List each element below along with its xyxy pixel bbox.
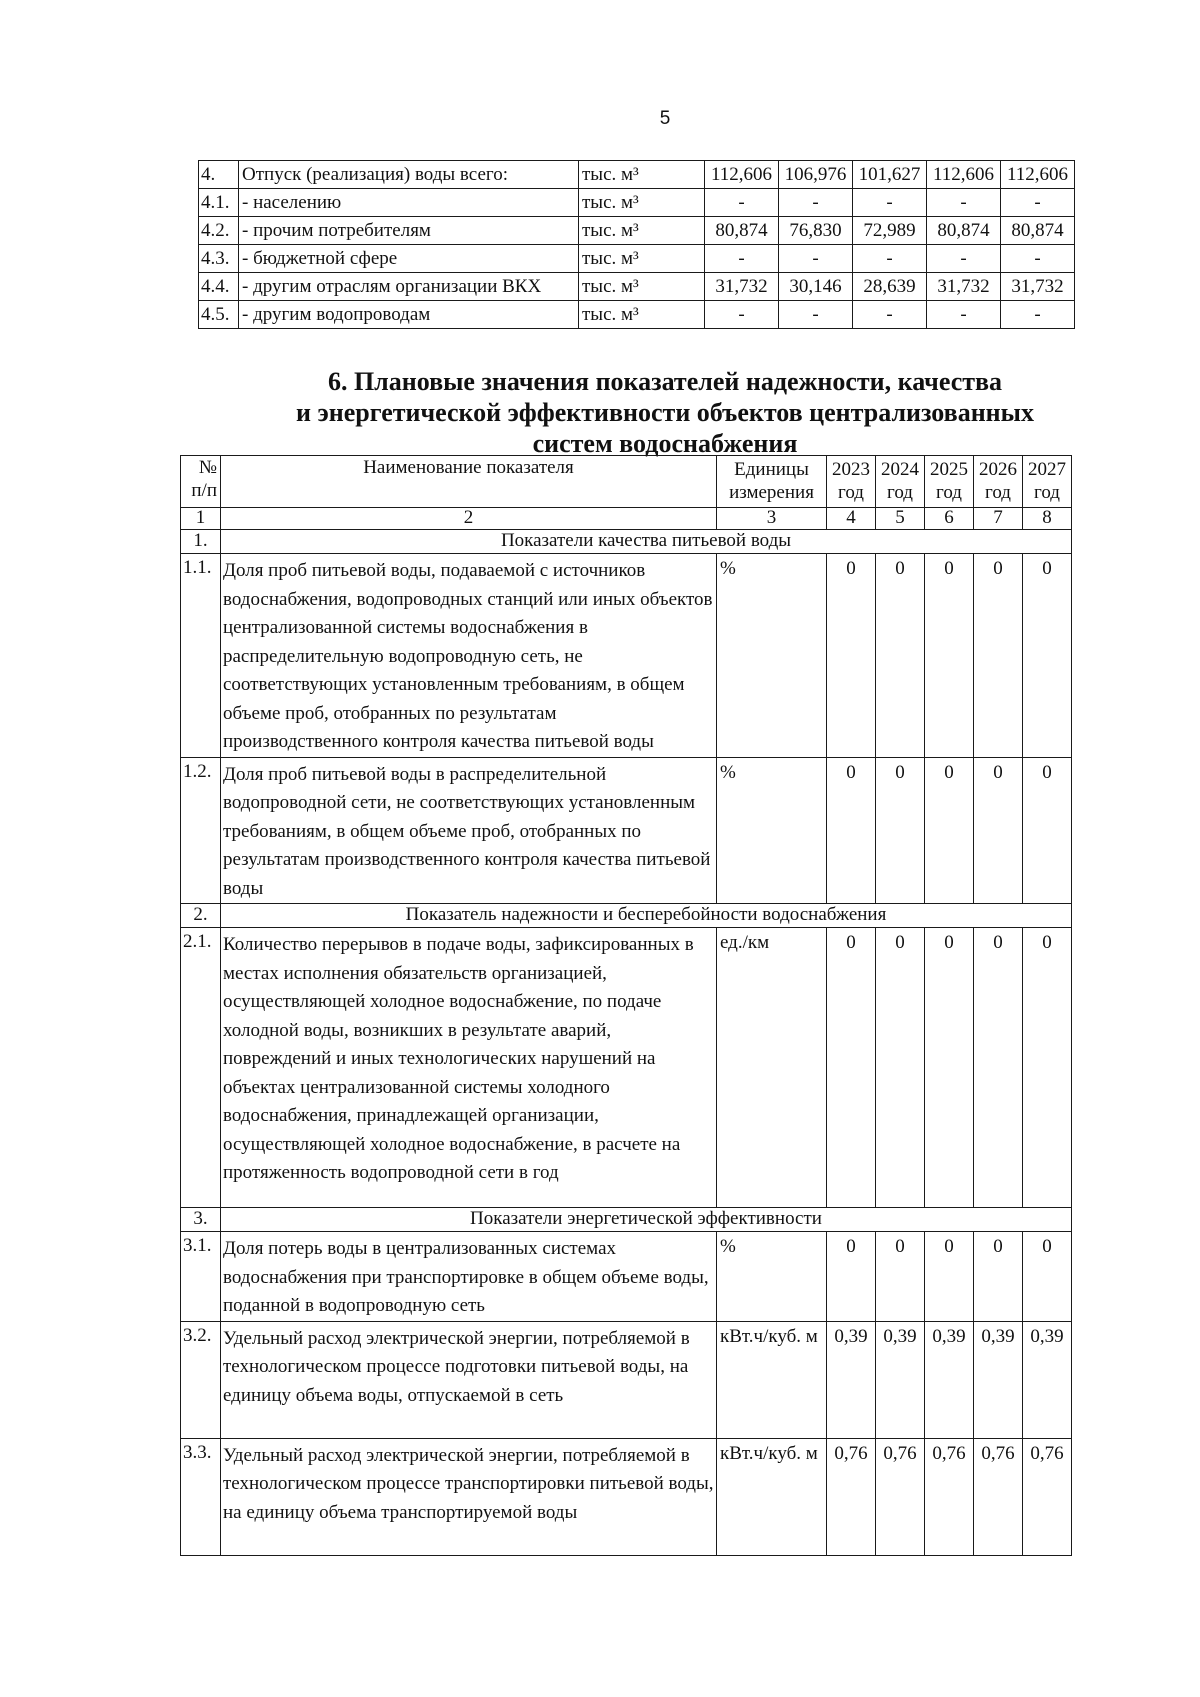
item-name: - населению xyxy=(239,189,579,217)
indicator-name: Количество перерывов в подаче воды, зафиксированных в местах исполнения обязательств организацией, осуществляющей холодное водоснабжение, по подаче холодной воды, возникших в результате аварий, повреждений и иных технологических нарушений на объектах централизованной системы холодного водоснабжения, принадлежащей организации, осуществляющей холодное водоснабжение, в расчете на протяженность водопроводной сети в год xyxy=(221,928,717,1208)
col-number: 2 xyxy=(221,508,717,530)
value-2027: - xyxy=(1001,301,1075,329)
value-2024: 0 xyxy=(876,757,925,904)
table-row xyxy=(199,273,1075,301)
header-year-2026: 2026 год xyxy=(974,456,1023,508)
value-2025: - xyxy=(853,189,927,217)
value-2026: - xyxy=(927,245,1001,273)
unit: тыс. м³ xyxy=(579,245,705,273)
header-unit: Единицы измерения xyxy=(717,456,827,508)
col-number: 3 xyxy=(717,508,827,530)
row-number: 4.2. xyxy=(199,217,239,245)
value-2026: 0,39 xyxy=(974,1321,1023,1438)
value-2023: 80,874 xyxy=(705,217,779,245)
value-2025: 0 xyxy=(925,928,974,1208)
value-2023: 31,732 xyxy=(705,273,779,301)
value-2026: 0 xyxy=(974,928,1023,1208)
value-2027: 0 xyxy=(1023,1232,1072,1322)
table-header-row xyxy=(181,456,1072,508)
section-number: 2. xyxy=(181,904,221,928)
row-number: 4.1. xyxy=(199,189,239,217)
column-number-row xyxy=(181,508,1072,530)
table-row xyxy=(199,189,1075,217)
col-number: 8 xyxy=(1023,508,1072,530)
value-2023: 0,76 xyxy=(827,1438,876,1555)
col-number: 5 xyxy=(876,508,925,530)
unit: кВт.ч/куб. м xyxy=(717,1321,827,1438)
value-2025: 0,76 xyxy=(925,1438,974,1555)
value-2027: - xyxy=(1001,189,1075,217)
value-2026: 0 xyxy=(974,1232,1023,1322)
value-2026: 0 xyxy=(974,757,1023,904)
table-row xyxy=(181,554,1072,758)
value-2027: 112,606 xyxy=(1001,161,1075,189)
header-year-2024: 2024 год xyxy=(876,456,925,508)
value-2023: 0 xyxy=(827,928,876,1208)
section-number: 3. xyxy=(181,1208,221,1232)
value-2023: 0,39 xyxy=(827,1321,876,1438)
row-number: 4.4. xyxy=(199,273,239,301)
value-2026: - xyxy=(927,301,1001,329)
value-2023: 0 xyxy=(827,1232,876,1322)
value-2025: 0 xyxy=(925,554,974,758)
section-title: Показатель надежности и бесперебойности водоснабжения xyxy=(221,904,1072,928)
row-number: 3.1. xyxy=(181,1232,221,1322)
value-2027: 0,76 xyxy=(1023,1438,1072,1555)
item-name: Отпуск (реализация) воды всего: xyxy=(239,161,579,189)
indicator-name: Доля проб питьевой воды, подаваемой с источников водоснабжения, водопроводных станций или иных объектов централизованной системы водоснабжения в распределительную водопроводную сеть, не соответствующих установленным требованиям, в общем объеме проб, отобранных по результатам производственного контроля качества питьевой воды xyxy=(221,554,717,758)
value-2023: - xyxy=(705,301,779,329)
row-number: 4. xyxy=(199,161,239,189)
value-2027: 80,874 xyxy=(1001,217,1075,245)
table-row xyxy=(199,217,1075,245)
unit: % xyxy=(717,554,827,758)
table-row xyxy=(181,928,1072,1208)
water-supply-table xyxy=(198,160,1075,329)
indicator-name: Доля потерь воды в централизованных системах водоснабжения при транспортировке в общем объеме воды, поданной в водопроводную сеть xyxy=(221,1232,717,1322)
value-2023: 112,606 xyxy=(705,161,779,189)
row-number: 4.5. xyxy=(199,301,239,329)
value-2024: 0 xyxy=(876,1232,925,1322)
unit: тыс. м³ xyxy=(579,273,705,301)
value-2025: - xyxy=(853,245,927,273)
section-title-line1: 6. Плановые значения показателей надежности, качества xyxy=(327,367,1003,396)
table-row xyxy=(199,161,1075,189)
row-number: 3.3. xyxy=(181,1438,221,1555)
value-2026: 112,606 xyxy=(927,161,1001,189)
row-number: 2.1. xyxy=(181,928,221,1208)
section-title-line2: и энергетической эффективности объектов централизованных xyxy=(296,398,1034,427)
value-2026: 0,76 xyxy=(974,1438,1023,1555)
col-number: 1 xyxy=(181,508,221,530)
item-name: - другим отраслям организации ВКХ xyxy=(239,273,579,301)
value-2023: 0 xyxy=(827,757,876,904)
unit: кВт.ч/куб. м xyxy=(717,1438,827,1555)
row-number: 1.1. xyxy=(181,554,221,758)
unit: тыс. м³ xyxy=(579,189,705,217)
col-number: 7 xyxy=(974,508,1023,530)
unit: тыс. м³ xyxy=(579,161,705,189)
value-2024: 0 xyxy=(876,928,925,1208)
value-2024: 0,76 xyxy=(876,1438,925,1555)
table-row xyxy=(181,1438,1072,1555)
value-2025: 28,639 xyxy=(853,273,927,301)
value-2027: 0 xyxy=(1023,554,1072,758)
value-2026: 80,874 xyxy=(927,217,1001,245)
value-2025: 72,989 xyxy=(853,217,927,245)
value-2024: 76,830 xyxy=(779,217,853,245)
value-2024: 106,976 xyxy=(779,161,853,189)
value-2027: 0 xyxy=(1023,928,1072,1208)
value-2024: - xyxy=(779,245,853,273)
value-2024: 0 xyxy=(876,554,925,758)
value-2027: 31,732 xyxy=(1001,273,1075,301)
row-number: 4.3. xyxy=(199,245,239,273)
section-row xyxy=(181,530,1072,554)
section-title-line3: систем водоснабжения xyxy=(532,429,798,458)
indicator-name: Доля проб питьевой воды в распределительной водопроводной сети, не соответствующих установленным требованиям, в общем объеме проб, отобранных по результатам производственного контроля качества питьевой воды xyxy=(221,757,717,904)
value-2027: - xyxy=(1001,245,1075,273)
value-2026: 31,732 xyxy=(927,273,1001,301)
value-2023: 0 xyxy=(827,554,876,758)
value-2026: 0 xyxy=(974,554,1023,758)
value-2023: - xyxy=(705,245,779,273)
value-2025: 0 xyxy=(925,757,974,904)
indicator-name: Удельный расход электрической энергии, потребляемой в технологическом процессе подготовки питьевой воды, на единицу объема воды, отпускаемой в сеть xyxy=(221,1321,717,1438)
header-no: № п/п xyxy=(181,456,221,508)
header-year-2023: 2023 год xyxy=(827,456,876,508)
value-2025: 0,39 xyxy=(925,1321,974,1438)
unit: тыс. м³ xyxy=(579,217,705,245)
value-2024: - xyxy=(779,189,853,217)
unit: ед./км xyxy=(717,928,827,1208)
page-number: 5 xyxy=(659,108,671,129)
section-number: 1. xyxy=(181,530,221,554)
value-2024: - xyxy=(779,301,853,329)
table-row xyxy=(181,1232,1072,1322)
indicators-table xyxy=(180,455,1072,1556)
section-row xyxy=(181,904,1072,928)
col-number: 6 xyxy=(925,508,974,530)
header-name: Наименование показателя xyxy=(221,456,717,508)
row-number: 1.2. xyxy=(181,757,221,904)
value-2025: 101,627 xyxy=(853,161,927,189)
value-2024: 30,146 xyxy=(779,273,853,301)
value-2024: 0,39 xyxy=(876,1321,925,1438)
value-2027: 0,39 xyxy=(1023,1321,1072,1438)
item-name: - прочим потребителям xyxy=(239,217,579,245)
value-2025: - xyxy=(853,301,927,329)
header-year-2027: 2027 год xyxy=(1023,456,1072,508)
value-2027: 0 xyxy=(1023,757,1072,904)
indicator-name: Удельный расход электрической энергии, потребляемой в технологическом процессе транспортировки питьевой воды, на единицу объема транспортируемой воды xyxy=(221,1438,717,1555)
value-2023: - xyxy=(705,189,779,217)
value-2025: 0 xyxy=(925,1232,974,1322)
unit: % xyxy=(717,757,827,904)
table-row xyxy=(199,301,1075,329)
header-year-2025: 2025 год xyxy=(925,456,974,508)
row-number: 3.2. xyxy=(181,1321,221,1438)
section-title: Показатели качества питьевой воды xyxy=(221,530,1072,554)
table-row xyxy=(199,245,1075,273)
col-number: 4 xyxy=(827,508,876,530)
value-2026: - xyxy=(927,189,1001,217)
section-row xyxy=(181,1208,1072,1232)
item-name: - другим водопроводам xyxy=(239,301,579,329)
section-title: Показатели энергетической эффективности xyxy=(221,1208,1072,1232)
item-name: - бюджетной сфере xyxy=(239,245,579,273)
table-row xyxy=(181,1321,1072,1438)
unit: тыс. м³ xyxy=(579,301,705,329)
table-row xyxy=(181,757,1072,904)
unit: % xyxy=(717,1232,827,1322)
